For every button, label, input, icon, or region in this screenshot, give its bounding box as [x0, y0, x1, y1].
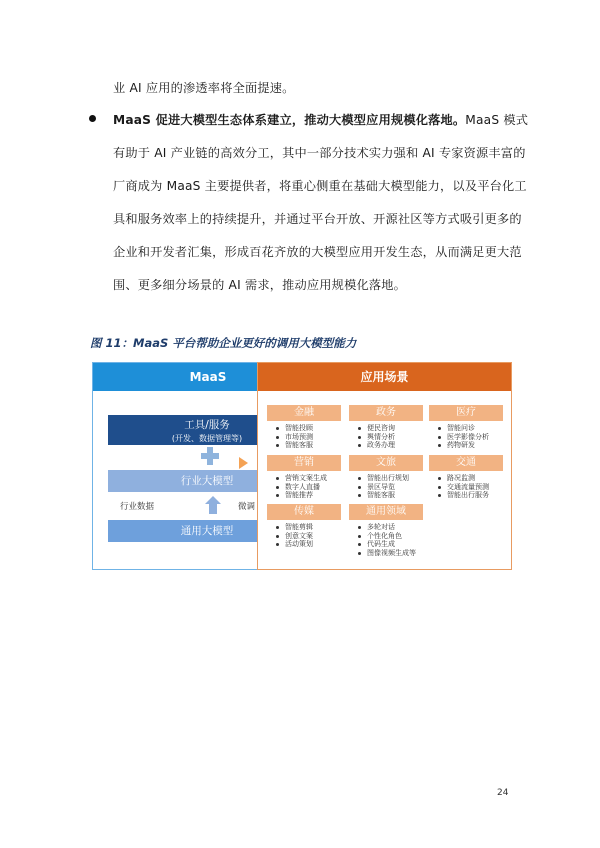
category-medical	[429, 405, 503, 450]
industry-data-label: 行业数据	[120, 502, 155, 512]
category-item: 数字人直播	[285, 483, 341, 492]
category-media	[267, 504, 341, 549]
category-finance	[267, 405, 341, 450]
category-item: 智能出行规划	[367, 474, 423, 483]
up-arrow-icon	[205, 496, 221, 504]
category-title: 营销	[267, 455, 341, 471]
category-item: 舆情分析	[367, 433, 423, 442]
scenarios-panel	[257, 362, 512, 570]
category-item: 医学影像分析	[447, 433, 503, 442]
category-government	[349, 405, 423, 450]
lead-rest: MaaS 模式	[465, 113, 529, 127]
category-title: 政务	[349, 405, 423, 421]
category-item: 图像视频生成等	[367, 549, 423, 558]
category-item: 路况监测	[447, 474, 503, 483]
category-item: 个性化角色	[367, 532, 423, 541]
category-tourism	[349, 455, 423, 500]
category-item: 智能客服	[285, 441, 341, 450]
up-arrow-stem	[209, 504, 217, 514]
scenarios-title: 应用场景	[258, 363, 511, 391]
category-item: 多轮对话	[367, 523, 423, 532]
paragraph-line: 业 AI 应用的渗透率将全面提速。	[113, 81, 295, 95]
category-item: 创意文案	[285, 532, 341, 541]
figure-caption: 图 11：MaaS 平台帮助企业更好的调用大模型能力	[90, 336, 357, 350]
finetune-label: 微调	[238, 502, 256, 512]
category-title: 金融	[267, 405, 341, 421]
category-item: 市场预测	[285, 433, 341, 442]
category-item: 智能出行服务	[447, 491, 503, 500]
plus-icon	[201, 447, 219, 465]
general-model-box: 通用大模型	[108, 520, 306, 542]
category-title: 传媒	[267, 504, 341, 520]
bold-lead: MaaS 促进大模型生态体系建立，推动大模型应用规模化落地。	[113, 113, 466, 127]
category-item: 智能推荐	[285, 491, 341, 500]
category-item: 景区导览	[367, 483, 423, 492]
category-item: 交通流量预测	[447, 483, 503, 492]
category-item: 营销文案生成	[285, 474, 341, 483]
category-item: 智能客服	[367, 491, 423, 500]
right-arrow-icon	[239, 457, 248, 469]
category-title: 文旅	[349, 455, 423, 471]
paragraph-line: 具和服务效率上的持续提升，并通过平台开放、开源社区等方式吸引更多的	[113, 212, 522, 226]
tools-sublabel: (开发、数据管理等)	[171, 434, 243, 443]
industry-model-box: 行业大模型	[108, 470, 306, 492]
paragraph-line: 有助于 AI 产业链的高效分工，其中一部分技术实力强和 AI 专家资源丰富的	[113, 146, 526, 160]
page-number: 24	[497, 788, 509, 798]
category-general	[349, 504, 423, 557]
category-transport	[429, 455, 503, 500]
paragraph-line: 围、更多细分场景的 AI 需求，推动应用规模化落地。	[113, 278, 407, 292]
category-item: 智能问诊	[447, 424, 503, 433]
bullet-icon	[89, 115, 96, 122]
category-title: 交通	[429, 455, 503, 471]
category-item: 代码生成	[367, 540, 423, 549]
category-item: 智能剪辑	[285, 523, 341, 532]
category-item: 药物研发	[447, 441, 503, 450]
category-item: 便民咨询	[367, 424, 423, 433]
category-title: 通用领域	[349, 504, 423, 520]
tools-label: 工具/服务	[184, 419, 230, 431]
category-marketing	[267, 455, 341, 500]
category-item: 政务办理	[367, 441, 423, 450]
category-title: 医疗	[429, 405, 503, 421]
paragraph-line	[113, 111, 528, 128]
maas-title: MaaS	[93, 363, 323, 391]
category-item: 智能投顾	[285, 424, 341, 433]
category-item: 活动策划	[285, 540, 341, 549]
paragraph-line: 企业和开发者汇集，形成百花齐放的大模型应用开发生态，从而满足更大范	[113, 245, 522, 259]
paragraph-line: 厂商成为 MaaS 主要提供者，将重心侧重在基础大模型能力，以及平台化工	[113, 179, 527, 193]
